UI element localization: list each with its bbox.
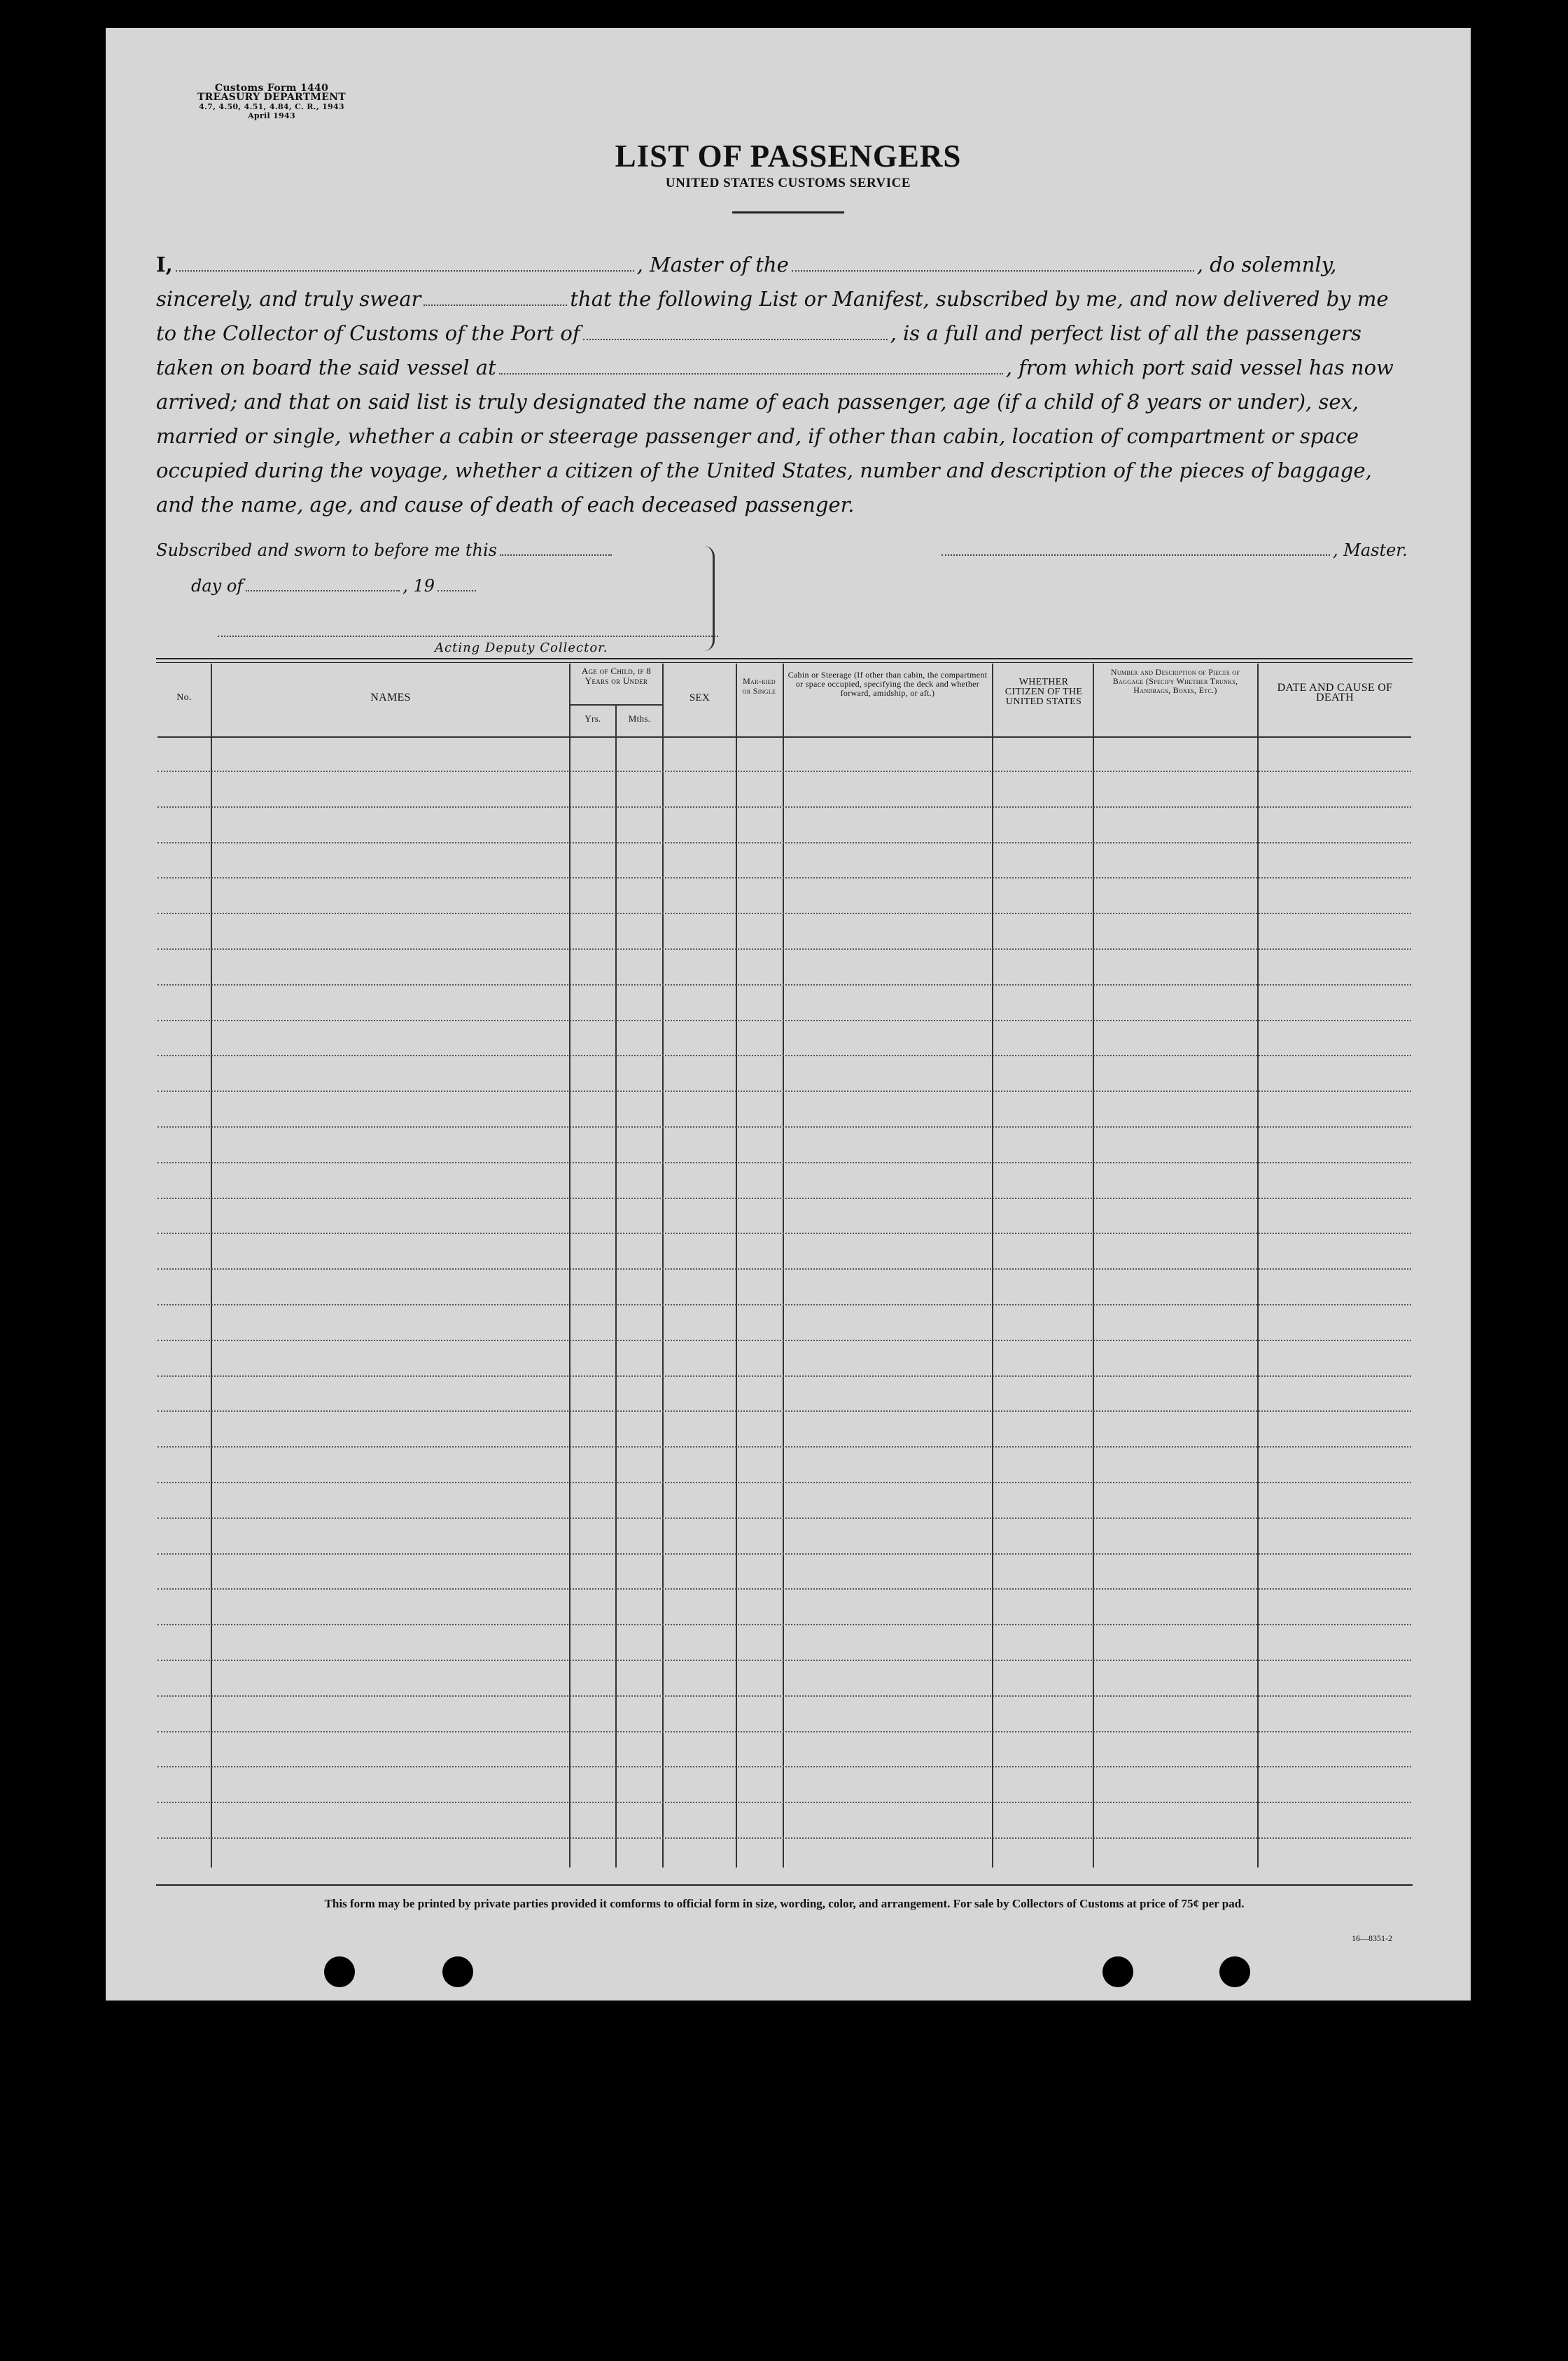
table-row[interactable] bbox=[158, 913, 1411, 914]
oath-text: , do solemnly, bbox=[1196, 253, 1337, 276]
table-row[interactable] bbox=[158, 1695, 1411, 1697]
column-divider bbox=[736, 664, 737, 1868]
column-divider bbox=[569, 664, 570, 1868]
table-row[interactable] bbox=[158, 1518, 1411, 1519]
table-row[interactable] bbox=[158, 948, 1411, 950]
table-row[interactable] bbox=[158, 1553, 1411, 1555]
oath-text: , is a full and perfect list of all the passengers bbox=[890, 321, 1362, 345]
title-rule bbox=[732, 211, 844, 213]
col-header-cabin: Cabin or Steerage (If other than cabin, the compartment or space occupied, specifying the deck and whether forward, amidship, or aft.) bbox=[788, 670, 988, 698]
table-row[interactable] bbox=[158, 877, 1411, 878]
table-row[interactable] bbox=[158, 1660, 1411, 1661]
swear-field[interactable] bbox=[424, 304, 567, 306]
table-row[interactable] bbox=[158, 1233, 1411, 1234]
punch-hole bbox=[1102, 1956, 1133, 1987]
punch-hole bbox=[442, 1956, 473, 1987]
table-row[interactable] bbox=[158, 1198, 1411, 1199]
table-row[interactable] bbox=[158, 1446, 1411, 1448]
table-row[interactable] bbox=[158, 984, 1411, 986]
table-row[interactable] bbox=[158, 1091, 1411, 1092]
page-title: LIST OF PASSENGERS bbox=[615, 139, 962, 174]
table-row[interactable] bbox=[158, 1126, 1411, 1128]
col-header-death: DATE AND CAUSE OF DEATH bbox=[1277, 682, 1393, 703]
form-page bbox=[106, 28, 1471, 2001]
table-row[interactable] bbox=[158, 1162, 1411, 1163]
column-divider bbox=[992, 664, 993, 1868]
table-row[interactable] bbox=[158, 1482, 1411, 1483]
form-line: TREASURY DEPARTMENT bbox=[197, 92, 346, 103]
table-row[interactable] bbox=[158, 1020, 1411, 1021]
column-divider bbox=[615, 706, 617, 1868]
table-row[interactable] bbox=[158, 1055, 1411, 1056]
table-top-rule-2 bbox=[156, 662, 1413, 663]
oath-text: , from which port said vessel has now bbox=[1005, 356, 1394, 379]
table-row[interactable] bbox=[158, 1410, 1411, 1412]
oath-text: sincerely, and truly swear bbox=[156, 287, 421, 311]
col-header-citizen: WHETHER CITIZEN OF THE UNITED STATES bbox=[1004, 677, 1083, 707]
oath-line-2 bbox=[156, 282, 1413, 316]
col-header-mths: Mths. bbox=[628, 713, 651, 724]
col-header-married: Mar-ried or Single bbox=[742, 676, 776, 696]
column-divider bbox=[783, 664, 784, 1868]
table-row[interactable] bbox=[158, 1731, 1411, 1732]
table-row[interactable] bbox=[158, 771, 1411, 772]
table-top-rule bbox=[156, 658, 1413, 659]
sworn-line bbox=[156, 540, 615, 560]
passenger-table bbox=[106, 664, 1471, 1868]
age-subheader-rule bbox=[570, 704, 662, 706]
vessel-name-field[interactable] bbox=[792, 269, 1194, 272]
oath-line-1 bbox=[156, 248, 1413, 282]
month-field[interactable] bbox=[246, 589, 400, 591]
oath-text: I, bbox=[156, 253, 173, 276]
table-row[interactable] bbox=[158, 1340, 1411, 1341]
master-label: , Master. bbox=[1333, 540, 1408, 560]
col-header-yrs: Yrs. bbox=[584, 713, 601, 724]
oath-text: taken on board the said vessel at bbox=[156, 356, 496, 379]
day-of-line bbox=[191, 576, 479, 596]
column-divider bbox=[211, 664, 212, 1868]
column-divider bbox=[1093, 664, 1094, 1868]
col-header-no: No. bbox=[176, 692, 192, 703]
oath-text: to the Collector of Customs of the Port of bbox=[156, 321, 580, 345]
oath-line-5: arrived; and that on said list is truly designated the name of each passenger, age (if a child of 8 years or under), sex, bbox=[156, 390, 1359, 414]
acting-collector-label: Acting Deputy Collector. bbox=[435, 640, 608, 655]
boarding-port-field[interactable] bbox=[499, 372, 1003, 374]
table-row[interactable] bbox=[158, 842, 1411, 843]
column-divider bbox=[662, 664, 664, 1868]
col-header-names: NAMES bbox=[370, 692, 411, 703]
punch-hole bbox=[1219, 1956, 1250, 1987]
page-subtitle: UNITED STATES CUSTOMS SERVICE bbox=[665, 176, 911, 190]
table-row[interactable] bbox=[158, 1588, 1411, 1590]
master-signature-field[interactable] bbox=[941, 554, 1330, 556]
table-row[interactable] bbox=[158, 1802, 1411, 1803]
oath-text: that the following List or Manifest, subscribed by me, and now delivered by me bbox=[570, 287, 1389, 311]
table-row[interactable] bbox=[158, 1766, 1411, 1767]
oath-line-7: occupied during the voyage, whether a citizen of the United States, number and description of the pieces of baggage, bbox=[156, 458, 1372, 482]
oath-line-3 bbox=[156, 316, 1413, 351]
form-line: 4.7, 4.50, 4.51, 4.84, C. R., 1943 bbox=[199, 102, 344, 111]
sworn-text: Subscribed and sworn to before me this bbox=[156, 540, 497, 560]
col-header-sex: SEX bbox=[689, 692, 710, 703]
oath-line-8: and the name, age, and cause of death of each deceased passenger. bbox=[156, 493, 855, 517]
year-field[interactable] bbox=[438, 589, 476, 591]
col-header-baggage: Number and Description of Pieces of Baggage (Specify Whether Trunks, Handbags, Boxes, Etc.) bbox=[1110, 667, 1240, 695]
oath-line-6: married or single, whether a cabin or steerage passenger and, if other than cabin, location of compartment or space bbox=[156, 424, 1359, 448]
table-row[interactable] bbox=[158, 1624, 1411, 1625]
master-signature-line bbox=[939, 540, 1408, 560]
table-row[interactable] bbox=[158, 1375, 1411, 1377]
oath-text: , Master of the bbox=[636, 253, 789, 276]
form-identifier bbox=[156, 84, 387, 120]
table-bottom-rule bbox=[156, 1884, 1413, 1886]
bracket bbox=[704, 546, 715, 651]
master-name-field[interactable] bbox=[176, 269, 634, 272]
day-of-text: day of bbox=[191, 576, 244, 596]
footer-note: This form may be printed by private parties provided it comforms to official form in size, wording, color, and arrangement. For sale by Collectors of Customs at price of 75¢ per pad. bbox=[324, 1897, 1245, 1910]
column-divider bbox=[1257, 664, 1259, 1868]
form-number: 16—8351-2 bbox=[1352, 1933, 1392, 1943]
port-field[interactable] bbox=[583, 338, 888, 340]
header-bottom-rule bbox=[158, 736, 1411, 738]
table-row[interactable] bbox=[158, 1837, 1411, 1839]
table-row[interactable] bbox=[158, 1304, 1411, 1305]
punch-hole bbox=[324, 1956, 355, 1987]
collector-signature-line[interactable] bbox=[218, 636, 718, 637]
table-row[interactable] bbox=[158, 1268, 1411, 1270]
form-line: April 1943 bbox=[248, 111, 295, 120]
oath-line-4 bbox=[156, 351, 1413, 385]
sworn-day-field[interactable] bbox=[500, 554, 612, 556]
table-row[interactable] bbox=[158, 806, 1411, 808]
year-text: , 19 bbox=[402, 576, 435, 596]
col-header-age: Age of Child, if 8 Years or Under bbox=[581, 666, 652, 686]
form-line: Customs Form 1440 bbox=[214, 83, 329, 94]
